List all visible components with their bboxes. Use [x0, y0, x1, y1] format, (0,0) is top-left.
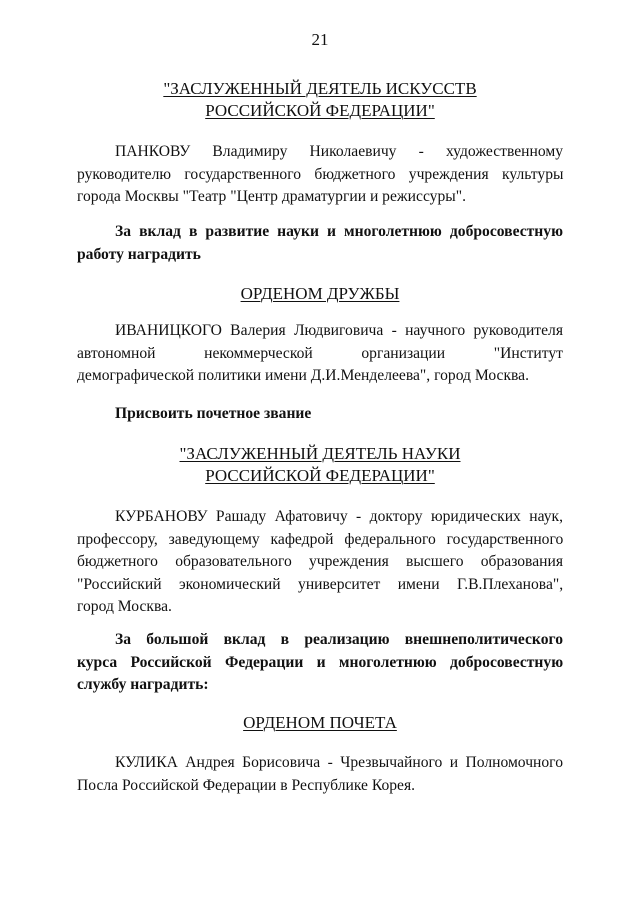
pankov-line3: города Москвы "Театр "Центр драматургии и режиссуры".: [77, 188, 466, 205]
paragraph-award-foreign-policy: [77, 629, 563, 697]
paragraph-pankov: [77, 141, 563, 209]
kurbanov-line1: КУРБАНОВУ Рашаду Афатовичу - доктору юридических наук,: [115, 508, 563, 525]
section-title-arts-line2: РОССИЙСКОЙ ФЕДЕРАЦИИ": [205, 101, 435, 120]
award2-line1: За большой вклад в реализацию внешнеполитического: [115, 631, 563, 648]
paragraph-honorary-title: [77, 403, 563, 426]
section-title-science: [60, 443, 580, 487]
order-honor-text: ОРДЕНОМ ПОЧЕТА: [243, 713, 397, 732]
award1-line2: работу наградить: [77, 245, 201, 263]
kulik-line1: КУЛИКА Андрея Борисовича - Чрезвычайного и Полномочного: [115, 754, 563, 771]
order-friendship-text: ОРДЕНОМ ДРУЖБЫ: [240, 284, 400, 303]
award1-line1: За вклад в развитие науки и многолетнюю добросовестную: [115, 223, 563, 240]
section-title-arts-line1: "ЗАСЛУЖЕННЫЙ ДЕЯТЕЛЬ ИСКУССТВ: [163, 79, 477, 98]
order-honor-title: [60, 712, 580, 734]
section-title-arts: [60, 78, 580, 122]
ivanitsky-line1: ИВАНИЦКОГО Валерия Людвиговича - научного руководителя: [115, 322, 563, 339]
paragraph-kulik: [77, 752, 563, 797]
paragraph-award-science: [77, 221, 563, 266]
kurbanov-line3: бюджетного образовательного учреждения высшего образования: [77, 553, 563, 570]
award2-line2: курса Российской Федерации и многолетнюю добросовестную: [77, 653, 564, 671]
ivanitsky-line3: демографической политики имени Д.И.Менделеева", город Москва.: [77, 367, 530, 384]
award2-line3: службу наградить:: [77, 676, 209, 693]
paragraph-ivanitsky: [77, 320, 563, 388]
kurbanov-line5: город Москва.: [77, 598, 172, 615]
ivanitsky-line2: автономной некоммерческой организации "Институт: [77, 344, 563, 362]
pankov-line1: ПАНКОВУ Владимиру Николаевичу - художественному: [115, 143, 563, 160]
kurbanov-line4: "Российский экономический университет имени Г.В.Плеханова",: [77, 575, 564, 593]
page-number: 21: [311, 30, 329, 49]
honorary-text: Присвоить почетное звание: [115, 405, 312, 422]
kulik-line2: Посла Российской Федерации в Республике Корея.: [77, 776, 416, 794]
section-title-science-line1: "ЗАСЛУЖЕННЫЙ ДЕЯТЕЛЬ НАУКИ: [179, 444, 461, 463]
order-friendship-title: [60, 283, 580, 305]
paragraph-kurbanov: [77, 506, 563, 619]
pankov-line2: руководителю государственного бюджетного учреждения культуры: [77, 165, 564, 183]
kurbanov-line2: профессору, заведующему кафедрой федерального государственного: [77, 530, 564, 548]
section-title-science-line2: РОССИЙСКОЙ ФЕДЕРАЦИИ": [205, 466, 435, 485]
